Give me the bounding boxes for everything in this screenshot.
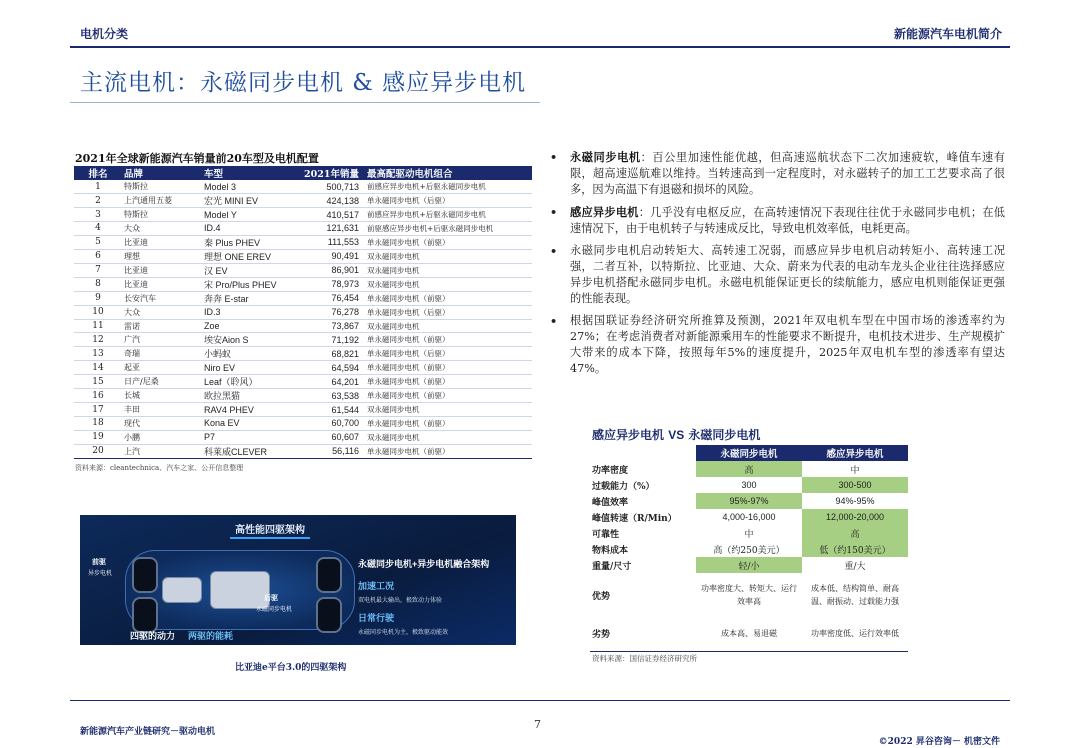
cell-brand: 小鹏 — [122, 430, 202, 444]
table-row — [74, 430, 532, 444]
cell-sales: 500,713 — [297, 180, 361, 194]
compare-row — [590, 573, 908, 617]
sales-table-title: 2021年全球新能源汽车销量前20车型及电机配置 — [75, 152, 319, 165]
cell-motor-config: 双永磁同步电机 — [361, 263, 532, 277]
bullet-heading: 感应异步电机 — [570, 205, 639, 219]
wheel-rear-left — [316, 557, 342, 593]
table-row — [74, 444, 532, 458]
compare-cell-induction: 低（约150美元） — [802, 541, 908, 557]
compare-table-source: 资料来源：国信证券经济研究所 — [592, 654, 697, 663]
compare-row — [590, 541, 908, 557]
compare-cell-induction: 12,000-20,000 — [802, 509, 908, 525]
table-row — [74, 249, 532, 263]
cell-rank: 18 — [74, 417, 122, 431]
cell-model: 埃安Aion S — [202, 333, 297, 347]
compare-row-label: 可靠性 — [592, 529, 620, 540]
table-row — [74, 235, 532, 249]
cell-model: Kona EV — [202, 417, 297, 431]
header-divider — [70, 46, 1010, 48]
cell-rank: 14 — [74, 361, 122, 375]
cell-brand: 大众 — [122, 305, 202, 319]
cell-sales: 111,553 — [297, 235, 361, 249]
compare-cell-pmsm: 成本高、易退磁 — [696, 617, 802, 651]
sales-table-source: 资料来源：cleantechnica、汽车之家、公开信息整理 — [75, 464, 244, 472]
compare-cell-pmsm: 轻/小 — [696, 557, 802, 573]
wheel-front-left — [132, 557, 158, 593]
bullet-dot-icon: • — [550, 205, 558, 219]
daily-mode-desc: 永磁同步电机为主，极致驱动能效 — [358, 630, 449, 636]
cell-sales: 86,901 — [297, 263, 361, 277]
cell-motor-config: 前感应异步电机+后驱永磁同步电机 — [361, 208, 532, 222]
rear-drive-sub: 永磁同步电机 — [256, 607, 293, 613]
sales-table — [74, 166, 532, 459]
compare-row-label: 峰值效率 — [592, 497, 629, 508]
cell-sales: 60,700 — [297, 417, 361, 431]
page-title: 主流电机：永磁同步电机 & 感应异步电机 — [80, 70, 527, 96]
front-motor-illustration — [162, 577, 202, 603]
cell-motor-config: 双永磁同步电机 — [361, 277, 532, 291]
cell-model: Model 3 — [202, 180, 297, 194]
cell-rank: 12 — [74, 333, 122, 347]
cell-motor-config: 单永磁同步电机（前驱） — [361, 389, 532, 403]
cell-brand: 特斯拉 — [122, 208, 202, 222]
image-caption: 比亚迪e平台3.0的四驱架构 — [235, 663, 347, 673]
footer-copyright: ©2022 昇谷咨询－ 机密文件 — [878, 737, 1000, 747]
footer-divider — [70, 700, 1010, 701]
accel-mode-label: 加速工况 — [358, 581, 395, 591]
cell-motor-config: 单永磁同步电机（前驱） — [361, 361, 532, 375]
cell-model: 科莱威CLEVER — [202, 444, 297, 458]
compare-row — [590, 509, 908, 525]
cell-brand: 现代 — [122, 417, 202, 431]
cell-sales: 60,607 — [297, 430, 361, 444]
cell-sales: 424,138 — [297, 194, 361, 208]
cell-sales: 410,517 — [297, 208, 361, 222]
header-doc-title: 新能源汽车电机简介 — [893, 27, 1002, 41]
daily-mode-label: 日常行驶 — [358, 613, 395, 623]
cell-sales: 68,821 — [297, 347, 361, 361]
cell-model: Niro EV — [202, 361, 297, 375]
cell-rank: 17 — [74, 403, 122, 417]
table-row — [74, 375, 532, 389]
cell-rank: 9 — [74, 291, 122, 305]
compare-header-col1: 永磁同步电机 — [696, 445, 802, 461]
cell-rank: 5 — [74, 235, 122, 249]
compare-title-b: 永磁同步电机 — [688, 428, 761, 442]
bullet-text: 永磁同步电机启动转矩大、高转速工况弱，而感应异步电机启动转矩小、高转速工况强，二者互补，以特斯拉、比亚迪、大众、蔚来为代表的电动车龙头企业往往选择感应异步电机搭配永磁同步电机。永磁电机能保证更长的续航能力，感应电机则能保证更强的性能表现。 — [570, 244, 1005, 305]
cell-brand: 上汽 — [122, 444, 202, 458]
compare-cell-pmsm: 4,000-16,000 — [722, 512, 776, 522]
cell-brand: 奇瑞 — [122, 347, 202, 361]
bullet-item — [550, 149, 1005, 198]
table-row — [74, 333, 532, 347]
cell-model: P7 — [202, 430, 297, 444]
cell-motor-config: 单永磁同步电机（前驱） — [361, 417, 532, 431]
cell-motor-config: 单永磁同步电机（前驱） — [361, 444, 532, 458]
cell-model: 欧拉黑猫 — [202, 389, 297, 403]
panel-title: 高性能四驱架构 — [235, 525, 305, 536]
compare-cell-pmsm: 95%-97% — [696, 493, 802, 509]
rear-drive-label: 后驱 — [264, 595, 278, 602]
cell-motor-config: 双永磁同步电机 — [361, 249, 532, 263]
compare-row-label: 峰值转速（R/Min） — [592, 513, 677, 524]
compare-cell-pmsm: 300 — [741, 480, 757, 490]
cell-motor-config: 单永磁同步电机（前驱） — [361, 235, 532, 249]
cell-motor-config: 单永磁同步电机（后驱） — [361, 305, 532, 319]
cell-motor-config: 单永磁同步电机（后驱） — [361, 347, 532, 361]
front-drive-label: 前驱 — [92, 559, 106, 566]
panel-footer-a: 四驱的动力 — [130, 631, 176, 641]
compare-row — [590, 525, 908, 541]
compare-row-label: 劣势 — [590, 617, 696, 651]
cell-brand: 丰田 — [122, 403, 202, 417]
header-section-label: 电机分类 — [80, 27, 129, 41]
cell-model: 秦 Plus PHEV — [202, 235, 297, 249]
accel-mode-desc: 双电机最大输出，极致动力体验 — [358, 598, 443, 604]
table-row — [74, 417, 532, 431]
cell-brand: 长安汽车 — [122, 291, 202, 305]
cell-sales: 78,973 — [297, 277, 361, 291]
table-row — [74, 277, 532, 291]
cell-model: 宋 Pro/Plus PHEV — [202, 277, 297, 291]
cell-sales: 90,491 — [297, 249, 361, 263]
cell-motor-config: 双永磁同步电机 — [361, 319, 532, 333]
compare-title-vs: VS — [668, 428, 685, 442]
cell-rank: 3 — [74, 208, 122, 222]
compare-row — [590, 617, 908, 651]
table-row — [74, 347, 532, 361]
cell-sales: 61,544 — [297, 403, 361, 417]
front-drive-sub: 异步电机 — [88, 571, 113, 577]
cell-brand: 理想 — [122, 249, 202, 263]
cell-model: 汉 EV — [202, 263, 297, 277]
cell-brand: 特斯拉 — [122, 180, 202, 194]
cell-sales: 71,192 — [297, 333, 361, 347]
cell-rank: 19 — [74, 430, 122, 444]
cell-motor-config: 单永磁同步电机（前驱） — [361, 375, 532, 389]
bullet-heading: 永磁同步电机 — [570, 150, 641, 164]
cell-sales: 56,116 — [297, 444, 361, 458]
compare-header-empty — [590, 445, 696, 461]
panel-headline: 永磁同步电机+异步电机融合架构 — [358, 559, 490, 569]
bullet-dot-icon: • — [550, 314, 558, 328]
cell-sales: 64,201 — [297, 375, 361, 389]
bullet-text: ：百公里加速性能优越，但高速巡航状态下二次加速疲软，峰值车速有限，超高速巡航难以维持。当转速高到一定程度时，对永磁转子的加工工艺要求高了很多，因为高温下有退磁和损坏的风险。 — [570, 151, 1005, 196]
compare-cell-induction: 高 — [802, 525, 908, 541]
table-row — [74, 319, 532, 333]
table-row — [74, 305, 532, 319]
bullet-item — [550, 243, 1005, 307]
wheel-front-right — [132, 597, 158, 633]
cell-sales: 63,538 — [297, 389, 361, 403]
compare-row-label: 功率密度 — [592, 465, 629, 476]
compare-row — [590, 557, 908, 573]
compare-row — [590, 477, 908, 493]
cell-brand: 上汽通用五菱 — [122, 194, 202, 208]
cell-sales: 76,454 — [297, 291, 361, 305]
cell-model: Leaf（聆风） — [202, 375, 297, 389]
panel-footer-b: 两驱的能耗 — [188, 631, 234, 641]
cell-model: 小蚂蚁 — [202, 347, 297, 361]
cell-model: 宏光 MINI EV — [202, 194, 297, 208]
cell-motor-config: 单永磁同步电机（后驱） — [361, 194, 532, 208]
cell-motor-config: 前感应异步电机+后驱永磁同步电机 — [361, 180, 532, 194]
cell-brand: 起亚 — [122, 361, 202, 375]
compare-row-label: 重量/尺寸 — [592, 561, 632, 572]
cell-model: Model Y — [202, 208, 297, 222]
compare-cell-pmsm: 高 — [696, 461, 802, 477]
compare-cell-induction: 中 — [850, 465, 860, 476]
sales-table-header-row — [74, 166, 532, 180]
table-row — [74, 291, 532, 305]
cell-sales: 73,867 — [297, 319, 361, 333]
cell-motor-config: 单永磁同步电机（前驱） — [361, 291, 532, 305]
cell-rank: 2 — [74, 194, 122, 208]
cell-sales: 76,278 — [297, 305, 361, 319]
table-row — [74, 208, 532, 222]
compare-row — [590, 461, 908, 477]
cell-model: ID.4 — [202, 222, 297, 236]
cell-rank: 6 — [74, 249, 122, 263]
cell-model: ID.3 — [202, 305, 297, 319]
col-header-rank: 排名 — [74, 166, 122, 180]
col-header-model: 车型 — [202, 166, 297, 180]
cell-rank: 8 — [74, 277, 122, 291]
cell-model: RAV4 PHEV — [202, 403, 297, 417]
wheel-rear-right — [316, 597, 342, 633]
col-header-brand: 品牌 — [122, 166, 202, 180]
compare-row-label: 过载能力（%） — [592, 481, 655, 492]
compare-title-a: 感应异步电机 — [592, 428, 665, 442]
compare-cell-pmsm: 中 — [744, 529, 754, 540]
cell-motor-config: 单永磁同步电机（前驱） — [361, 333, 532, 347]
page-number: 7 — [534, 718, 541, 731]
table-row — [74, 403, 532, 417]
table-row — [74, 180, 532, 194]
cell-motor-config: 前驱感应异步电机+后驱永磁同步电机 — [361, 222, 532, 236]
bullet-dot-icon: • — [550, 244, 558, 258]
bullet-list — [550, 149, 1005, 383]
cell-rank: 4 — [74, 222, 122, 236]
cell-rank: 15 — [74, 375, 122, 389]
cell-motor-config: 双永磁同步电机 — [361, 430, 532, 444]
table-row — [74, 194, 532, 208]
cell-brand: 广汽 — [122, 333, 202, 347]
compare-cell-induction: 94%-95% — [835, 496, 875, 506]
cell-brand: 日产/尼桑 — [122, 375, 202, 389]
cell-rank: 10 — [74, 305, 122, 319]
footer-report-title: 新能源汽车产业链研究－驱动电机 — [80, 727, 216, 737]
compare-header-row — [590, 445, 908, 461]
bullet-dot-icon: • — [550, 150, 558, 164]
cell-brand: 长城 — [122, 389, 202, 403]
title-underline — [70, 102, 540, 103]
cell-brand: 大众 — [122, 222, 202, 236]
compare-table — [590, 445, 908, 652]
compare-cell-pmsm: 功率密度大、转矩大、运行效率高 — [701, 584, 797, 606]
cell-sales: 64,594 — [297, 361, 361, 375]
cell-sales: 121,631 — [297, 222, 361, 236]
panel-title-accent — [230, 537, 310, 539]
cell-model: Zoe — [202, 319, 297, 333]
table-row — [74, 389, 532, 403]
compare-row-label: 优势 — [592, 591, 611, 602]
bullet-item — [550, 204, 1005, 237]
bullet-text: ：几乎没有电枢反应，在高转速情况下表现往往优于永磁同步电机；在低速情况下，由于电机转子与转速成反比，导致电机效率低，电耗更高。 — [570, 206, 1005, 235]
table-row — [74, 263, 532, 277]
col-header-sales: 2021年销量 — [297, 166, 361, 180]
cell-brand: 比亚迪 — [122, 235, 202, 249]
compare-row — [590, 493, 908, 509]
compare-cell-induction: 重/大 — [844, 561, 866, 572]
bullet-text: 根据国联证券经济研究所推算及预测，2021年双电机车型在中国市场的渗透率约为27%；在考虑消费者对新能源乘用车的性能要求不断提升，电机技术进步、生产规模扩大带来的成本下降，按照每年5%的速度提升，2025年双电机车型的渗透率有望达47%。 — [570, 314, 1005, 375]
cell-rank: 16 — [74, 389, 122, 403]
compare-cell-induction: 功率密度低、运行效率低 — [802, 617, 908, 651]
cell-brand: 比亚迪 — [122, 263, 202, 277]
cell-rank: 1 — [74, 180, 122, 194]
cell-rank: 13 — [74, 347, 122, 361]
compare-header-col2: 感应异步电机 — [802, 445, 908, 461]
cell-motor-config: 双永磁同步电机 — [361, 403, 532, 417]
cell-rank: 20 — [74, 444, 122, 458]
cell-brand: 比亚迪 — [122, 277, 202, 291]
cell-model: 奔奔 E-star — [202, 291, 297, 305]
compare-cell-pmsm: 高（约250美元） — [713, 545, 785, 556]
compare-table-title — [592, 426, 760, 443]
table-row — [74, 361, 532, 375]
cell-rank: 11 — [74, 319, 122, 333]
cell-rank: 7 — [74, 263, 122, 277]
awd-architecture-image — [80, 515, 516, 645]
compare-cell-induction: 300-500 — [802, 477, 908, 493]
cell-model: 理想 ONE EREV — [202, 249, 297, 263]
compare-row-label: 物料成本 — [592, 545, 629, 556]
col-header-motor: 最高配驱动电机组合 — [361, 166, 532, 180]
cell-brand: 雷诺 — [122, 319, 202, 333]
compare-cell-induction: 成本低、结构简单、耐高温、耐振动、过载能力强 — [811, 584, 899, 606]
bullet-item — [550, 313, 1005, 377]
table-row — [74, 222, 532, 236]
